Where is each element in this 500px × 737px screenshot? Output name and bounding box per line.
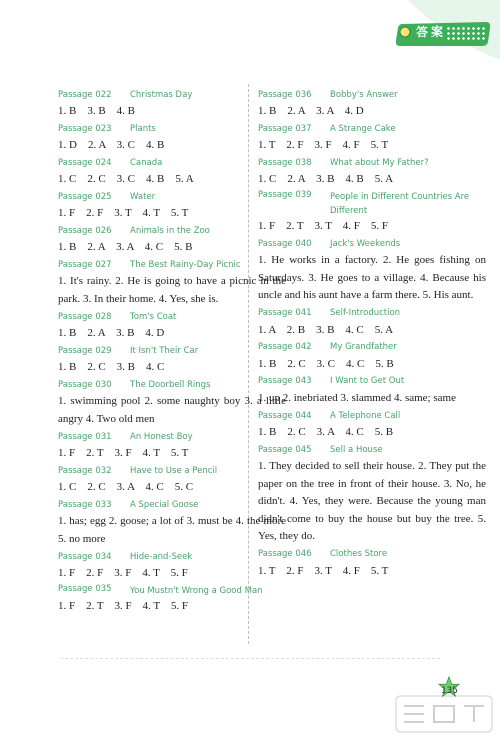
- passage-title: Clothes Store: [330, 549, 388, 559]
- passage-heading: [258, 188, 486, 218]
- answer-paragraph: 1. swimming pool 2. some naughty boy 3. a little angry 4. Two old men: [58, 395, 286, 425]
- answer-line: 1. F 2. T 3. T 4. F 5. F: [258, 220, 388, 232]
- passage-number: Passage 035: [58, 584, 112, 594]
- passage-heading: [58, 496, 286, 513]
- answer-line: 1. C 2. C 3. C 4. B 5. A: [58, 173, 194, 185]
- passage-number: Passage 024: [58, 157, 112, 168]
- passage-title: A Strange Cake: [330, 123, 396, 134]
- answer-line: 1. B 2. C 3. A 4. C 5. B: [258, 426, 394, 438]
- passage-number: Passage 025: [58, 191, 112, 202]
- passage-number: Passage 031: [58, 431, 112, 442]
- passage-heading: [58, 376, 286, 393]
- passage-title: Christmas Day: [130, 89, 193, 100]
- passage-number: Passage 026: [58, 225, 112, 236]
- passage-title: My Grandfather: [330, 342, 397, 352]
- passage-title: Tom's Coat: [130, 311, 177, 322]
- passage-number: Passage 033: [58, 499, 112, 510]
- passage-heading: [258, 373, 486, 390]
- answer-line: 1. D 2. A 3. C 4. B: [58, 139, 165, 151]
- passage-heading: [58, 154, 286, 171]
- passage-number: Passage 042: [258, 342, 312, 352]
- passage-heading: [58, 342, 286, 359]
- page-number: 135: [440, 686, 458, 696]
- badge-dots: [446, 26, 486, 40]
- answer-line: 1. F 2. F 3. F 4. T 5. F: [58, 567, 188, 579]
- passage-heading: [58, 582, 286, 598]
- passage-title: People in Different Countries Are Different: [330, 192, 470, 216]
- passage-number: Passage 027: [58, 259, 112, 270]
- passage-title: You Mustn't Wrong a Good Man: [130, 586, 263, 596]
- answer-line: 1. C 2. A 3. B 4. B 5. A: [258, 173, 394, 185]
- passage-heading: [58, 120, 286, 137]
- passage-heading: [58, 86, 286, 103]
- passage-number: Passage 040: [258, 238, 312, 249]
- passage-title: What about My Father?: [330, 157, 429, 168]
- passage-heading: [58, 222, 286, 239]
- passage-title: Jack's Weekends: [330, 238, 401, 249]
- passage-number: Passage 030: [58, 379, 112, 390]
- passage-title: The Doorbell Rings: [130, 379, 211, 390]
- passage-number: Passage 029: [58, 345, 112, 356]
- passage-title: It Isn't Their Car: [130, 345, 199, 356]
- passage-heading: [258, 441, 486, 458]
- passage-number: Passage 023: [58, 123, 112, 134]
- answer-line: 1. T 2. F 3. F 4. F 5. T: [258, 139, 389, 151]
- passage-number: Passage 037: [258, 123, 312, 134]
- answer-line: 1. T 2. F 3. T 4. F 5. T: [258, 564, 389, 577]
- passage-heading: [258, 154, 486, 171]
- passage-heading: [58, 428, 286, 445]
- passage-number: Passage 045: [258, 444, 312, 455]
- passage-heading: [258, 86, 486, 103]
- passage-heading: [258, 546, 486, 563]
- passage-heading: [258, 407, 486, 424]
- passage-number: Passage 022: [58, 89, 112, 100]
- answer-line: 1. B 2. A 3. A 4. D: [258, 105, 364, 117]
- passage-title: A Special Goose: [130, 499, 199, 510]
- passage-number: Passage 032: [58, 465, 112, 476]
- answer-line: 1. F 2. T 3. F 4. T 5. T: [58, 447, 189, 459]
- passage-heading: [58, 256, 286, 273]
- answer-paragraph: 1. has; egg 2. goose; a lot of 3. must be 4. the more 5. no more: [58, 515, 286, 545]
- passage-title: Water: [130, 191, 156, 202]
- passage-heading: [258, 235, 486, 252]
- answer-paragraph: 1. up 2. inebriated 3. slammed 4. same; same: [258, 391, 456, 404]
- answer-line: 1. F 2. F 3. T 4. T 5. T: [58, 207, 189, 219]
- passage-heading: [58, 308, 286, 325]
- answer-line: 1. C 2. C 3. A 4. C 5. C: [58, 481, 194, 493]
- passage-title: Self-Introduction: [330, 308, 401, 318]
- passage-title: Plants: [130, 123, 156, 134]
- answer-line: 1. A 2. B 3. B 4. C 5. A: [258, 323, 394, 336]
- passage-title: An Honest Boy: [130, 431, 193, 442]
- passage-title: Have to Use a Pencil: [130, 465, 218, 476]
- passage-number: Passage 043: [258, 376, 312, 386]
- answer-paragraph: 1. It's rainy. 2. He is going to have a picnic in the park. 3. In their home. 4. Yes, she is.: [58, 275, 286, 305]
- passage-number: Passage 038: [258, 157, 312, 168]
- answer-line: 1. B 2. C 3. C 4. C 5. B: [258, 357, 394, 370]
- passage-number: Passage 046: [258, 549, 312, 559]
- answer-paragraph: 1. He works in a factory. 2. He goes fishing on Saturdays. 3. He goes to a village. 4. Because his uncle and his aunt have a farm there. 5. His aunt.: [258, 254, 486, 301]
- answer-line: 1. F 2. T 3. F 4. T 5. F: [58, 600, 188, 612]
- passage-heading: [258, 339, 486, 356]
- passage-number: Passage 036: [258, 89, 312, 100]
- answer-line: 1. B 3. B 4. B: [58, 105, 136, 117]
- passage-title: Animals in the Zoo: [130, 225, 210, 236]
- passage-number: Passage 034: [58, 551, 112, 562]
- left-column: [58, 86, 286, 615]
- answer-paragraph: 1. They decided to sell their house. 2. They put the paper on the tree in front of their house. 3. No, he didn't. 4. Yes, they were. Because the young man didn't come to buy the house but buy the tree. 5. Yes, they do.: [258, 460, 486, 542]
- passage-number: Passage 028: [58, 311, 112, 322]
- badge-label: 答案: [416, 25, 447, 39]
- passage-title: Canada: [130, 157, 163, 168]
- right-column: [258, 86, 486, 580]
- passage-heading: [58, 548, 286, 565]
- passage-number: Passage 039: [258, 190, 312, 200]
- passage-heading: [258, 120, 486, 137]
- passage-number: Passage 044: [258, 410, 312, 421]
- answer-line: 1. B 2. C 3. B 4. C: [58, 361, 165, 373]
- watermark-logo-icon: [394, 694, 494, 734]
- answer-line: 1. B 2. A 3. B 4. D: [58, 327, 165, 339]
- passage-title: The Best Rainy-Day Picnic: [130, 259, 241, 270]
- passage-heading: [58, 188, 286, 205]
- footer-divider: [60, 658, 440, 659]
- passage-title: I Want to Get Out: [330, 376, 405, 386]
- answer-badge: [394, 20, 492, 48]
- passage-title: Hide-and-Seek: [130, 551, 193, 562]
- passage-heading: [58, 462, 286, 479]
- passage-title: Sell a House: [330, 444, 383, 455]
- passage-heading: [258, 305, 486, 322]
- passage-title: A Telephone Call: [330, 410, 401, 421]
- passage-title: Bobby's Answer: [330, 89, 398, 100]
- passage-number: Passage 041: [258, 308, 312, 318]
- answer-line: 1. B 2. A 3. A 4. C 5. B: [58, 241, 193, 253]
